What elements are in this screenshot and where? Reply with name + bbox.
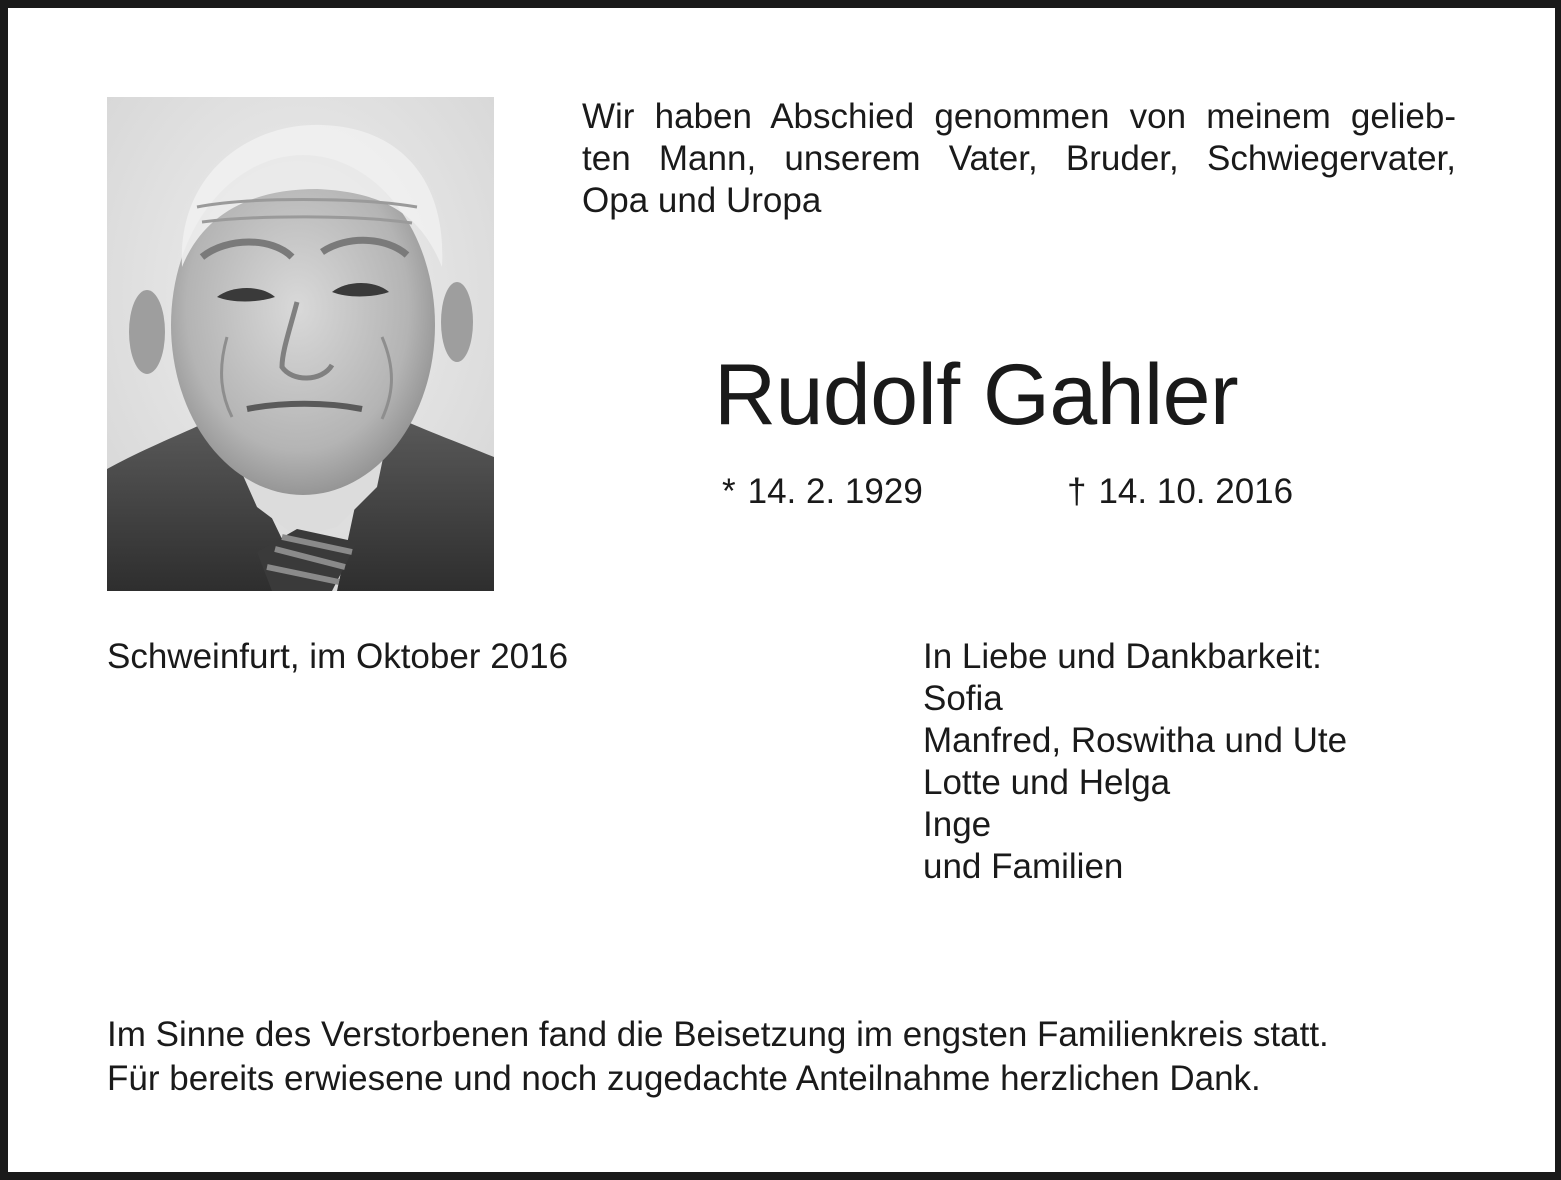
- mourner-line: Lotte und Helga: [923, 763, 1171, 802]
- closing-line: Im Sinne des Verstorbenen fand die Beisetzung im engsten Familienkreis statt.: [107, 1015, 1329, 1054]
- death-cross-icon: †: [1067, 472, 1087, 511]
- intro-line: Wir haben Abschied genommen von meinem gelieb-: [582, 97, 1456, 136]
- intro-line: ten Mann, unserem Vater, Bruder, Schwiegervater,: [582, 139, 1456, 178]
- person-portrait-icon: [107, 97, 494, 591]
- mourner-line: und Familien: [923, 847, 1124, 886]
- birth-date-value: 14. 2. 1929: [747, 472, 923, 511]
- deceased-name: Rudolf Gahler: [714, 347, 1239, 443]
- mourners-heading: In Liebe und Dankbarkeit:: [923, 637, 1322, 676]
- closing-text: [107, 1013, 1329, 1101]
- death-date: [1067, 470, 1293, 514]
- mourner-line: Sofia: [923, 679, 1003, 718]
- closing-line: Für bereits erwiesene und noch zugedachte Anteilnahme herzlichen Dank.: [107, 1059, 1261, 1098]
- portrait-photo: [107, 97, 494, 591]
- birth-date: [722, 470, 923, 514]
- mourners-block: [923, 636, 1347, 888]
- birth-star-icon: *: [722, 472, 736, 511]
- mourner-line: Manfred, Roswitha und Ute: [923, 721, 1348, 760]
- mourner-line: Inge: [923, 805, 992, 844]
- intro-line: Opa und Uropa: [582, 181, 822, 220]
- death-date-value: 14. 10. 2016: [1098, 472, 1294, 511]
- place-date: Schweinfurt, im Oktober 2016: [107, 637, 569, 676]
- intro-text: [582, 96, 1456, 222]
